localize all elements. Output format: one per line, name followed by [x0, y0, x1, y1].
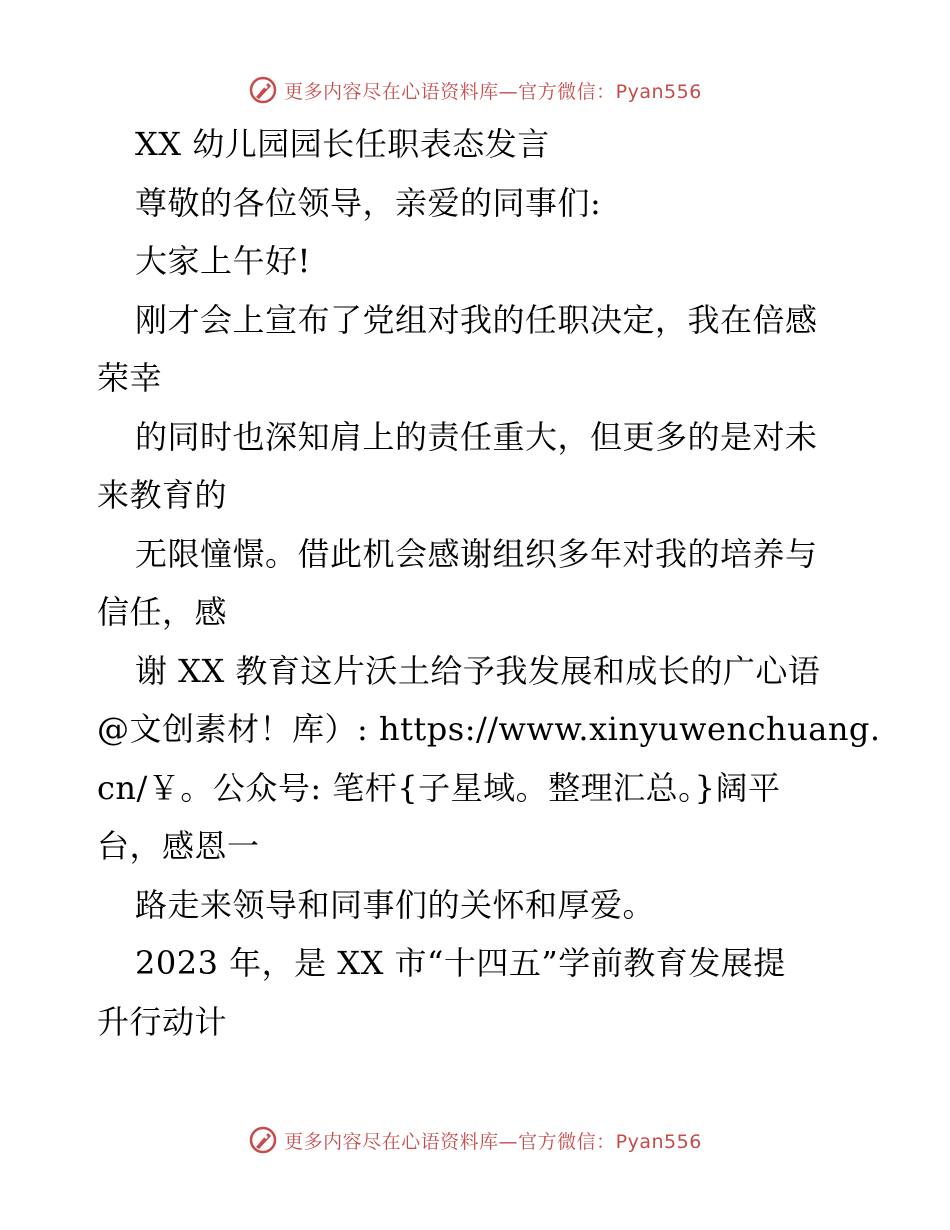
document-body: [97, 115, 881, 1051]
paragraph-line: 信任，感: [97, 593, 228, 631]
paragraph-line: 路走来领导和同事们的关怀和厚爱。: [135, 885, 656, 924]
watermark-header: [0, 70, 950, 110]
salutation: 尊敬的各位领导，亲爱的同事们:: [135, 183, 602, 222]
document-title: XX 幼儿园园长任职表态发言: [135, 125, 550, 163]
paragraph-line: 台，感恩一: [97, 827, 260, 865]
paragraph-line: 来教育的: [97, 476, 228, 514]
paragraph-line: 升行动计: [97, 1002, 228, 1041]
paragraph-line: 2023 年，是 XX 市“十四五”学前教育发展提: [135, 944, 786, 982]
paragraph-line: 的同时也深知肩上的责任重大，但更多的是对未: [135, 417, 818, 456]
paragraph-line: 谢 XX 教育这片沃土给予我发展和成长的广心语: [135, 651, 821, 690]
greeting: 大家上午好!: [135, 242, 311, 280]
paragraph-line: 无限憧憬。借此机会感谢组织多年对我的培养与: [135, 534, 818, 573]
paragraph-line: @文创素材！库）: https://www.xinyuwenchuang.: [97, 710, 881, 748]
paragraph-line: 荣幸: [97, 359, 163, 397]
pen-nib-logo-icon: [248, 75, 278, 105]
watermark-text: 更多内容尽在心语资料库—官方微信：Pyan556: [284, 1130, 702, 1153]
watermark-footer: [0, 1120, 950, 1160]
watermark-text: 更多内容尽在心语资料库—官方微信：Pyan556: [284, 80, 702, 103]
pen-nib-logo-icon: [248, 1125, 278, 1155]
paragraph-line: cn/￥。公众号: 笔杆{子星域。整理汇总。}阔平: [97, 768, 781, 807]
paragraph-line: 刚才会上宣布了党组对我的任职决定，我在倍感: [135, 300, 818, 339]
